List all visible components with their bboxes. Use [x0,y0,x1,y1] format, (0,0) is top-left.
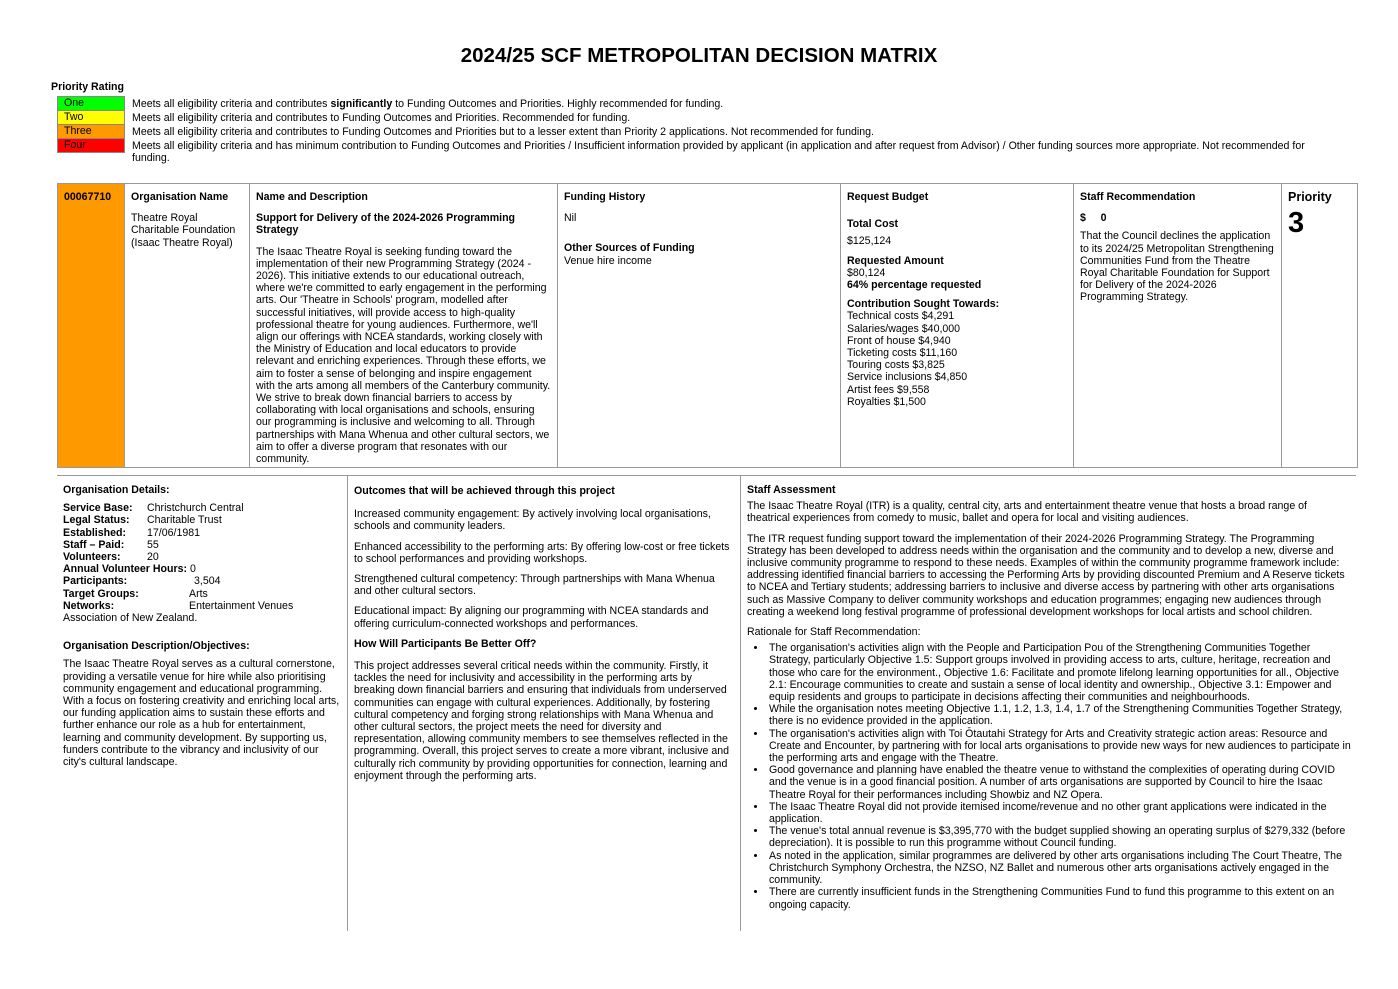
other-sources: Venue hire income [564,254,652,267]
contribution-item: Ticketing costs $11,160 [847,347,958,360]
rationale-item: • Good governance and planning have enabled the theatre venue to withstand the complexities of operating during COVID and the venue is in a good financial position. A number of arts organisations are supported by Council to hire the Isaac Theatre Royal for their performances including Showbiz and NZ Opera. [767,764,1352,801]
funding-history: Nil [564,212,577,225]
detail-volunteers: 20 [147,551,159,564]
priority-description: Meets all eligibility criteria and contributes significantly to Funding Outcomes and Priorities. Highly recommended for funding. [132,98,724,110]
rationale-list [747,642,1352,910]
description-cell [250,184,558,467]
assessment-para: The ITR request funding support toward the implementation of their 2024-2026 Programming Strategy. The Programming Strategy has been developed to address needs within the organisation and the community and to develop a new, diverse and inclusive community programme to respond to these needs. Examples of within the community programme framework include: addressing identified financial barriers to accessing the Performing Arts by providing discounted Premium and A Reserve tickets to NCEA and Tertiary students; addressing barriers to inclusive and diverse access by partnering with other arts organisations such as Massive Company to deliver community workshops and education programmes; engaging new audiences through creating a weekend long festival programme of professional development workshops for local artists and school children. [747,532,1345,618]
rationale-item: • As noted in the application, similar programmes are delivered by other arts organisations including The Court Theatre, The Christchurch Symphony Orchestra, the NZSO, NZ Ballet and numerous other arts organisations actively engaged in the community. [767,850,1352,887]
staff-recommendation-header: Staff Recommendation [1080,191,1196,203]
assessment-section [57,475,1356,931]
rationale-label: Rationale for Staff Recommendation: [747,626,921,639]
priority-row-three [57,125,1307,139]
better-off-text: This project addresses several critical needs within the community. Firstly, it tackles the need for inclusivity and accessibility in the performing arts by breaking down financial barriers and ensuring that individuals from underserved communities can engage with cultural experiences. Additionally, by fostering cultural competency and forging strong relationships with Mana Whenua and other cultural sectors, the project meets the need for diversity and representation, allowing community members to see themselves reflected in the programming. Overall, this project serves to create a more vibrant, inclusive and culturally rich community by providing opportunities for connection, learning and enjoyment through the performing arts. [354,660,730,782]
priority-swatch: Two [57,110,125,125]
total-cost: $125,124 [847,235,892,248]
rationale-item: • The organisation's activities align with the People and Participation Pou of the Strengthening Communities Together Strategy, particularly Objective 1.5: Support groups involved in providing access to arts, culture, heritage, recreation and those who care for the environment., Objective 1.6: Facilitate and promote lifelong learning opportunities for all., Objective 2.1: Encourage communities to create and sustain a sense of local identity and ownership., Objective 3.1: Empower and equip residents and groups to participate in decisions affecting their communities and neighbourhoods. [767,642,1352,703]
contribution-item: Artist fees $9,558 [847,383,930,396]
objectives-text: The Isaac Theatre Royal serves as a cultural cornerstone, providing a versatile venue for hire while also prioritising community engagement and educational programming. With a focus on fostering creativity and enriching local arts, our funding application aims to sustain these efforts and further enhance our role as a hub for entertainment, learning and community development. By supporting us, funders contribute to the vibrancy and inclusivity of our city's cultural landscape. [63,658,340,769]
total-cost-label: Total Cost [847,218,899,231]
outcomes-column [348,476,741,931]
staff-recommended-amount: $ 0 [1080,212,1107,225]
priority-description: Meets all eligibility criteria and contributes to Funding Outcomes and Priorities. Recommended for funding. [132,112,631,124]
outcome-item: Strengthened cultural competency: Through partnerships with Mana Whenua and other cultural sectors. [354,573,715,598]
detail-key: Service Base: [63,502,133,515]
detail-key: Participants: [63,575,128,588]
priority-description: Meets all eligibility criteria and has minimum contribution to Funding Outcomes and Priorities / Insufficient information provided by applicant (in application and after request from Advisor) / Other funding sources more appropriate. Not recommended for funding. [132,140,1305,165]
detail-staff: 55 [147,538,159,551]
contribution-item: Salaries/wages $40,000 [847,322,961,335]
assessment-para: The Isaac Theatre Royal (ITR) is a quality, central city, arts and entertainment theatre venue that hosts a broad range of theatrical experiences from comedy to music, ballet and opera for local and visiting audiences. [747,500,1307,525]
assessment-header: Staff Assessment [747,484,836,496]
organisation-details [57,476,348,931]
outcome-item: Enhanced accessibility to the performing arts: By offering low-cost or free tickets to school performances and providing workshops. [354,540,730,565]
contribution-item: Touring costs $3,825 [847,359,945,372]
detail-key: Staff – Paid: [63,538,125,551]
rationale-item: • There are currently insufficient funds in the Strengthening Communities Fund to fund this programme to this extent on an ongoing capacity. [767,886,1352,910]
rationale-item: • While the organisation notes meeting Objective 1.1, 1.2, 1.3, 1.4, 1.7 of the Strengthening Communities Together Strategy, there is no evidence provided in the application. [767,703,1352,727]
detail-networks: Entertainment Venues Association of New Zealand. [63,599,294,625]
application-id-cell [58,184,125,467]
priority-row-two [57,111,1307,125]
application-row [57,183,1358,468]
priority-row-four [57,139,1307,164]
priority-swatch: Three [57,124,125,139]
outcomes-header: Outcomes that will be achieved through this project [354,485,615,497]
requested-amount: $80,124 [847,266,886,279]
contribution-label: Contribution Sought Towards: [847,298,1000,311]
outcome-item: Educational impact: By aligning our programming with NCEA standards and offering curriculum-connected workshops and performances. [354,605,709,630]
budget-cell [841,184,1074,467]
rationale-item: • The organisation's activities align with Toi Ōtautahi Strategy for Arts and Creativity strategic action areas: Resource and Create and Encounter, by partnering with for local arts organisations to provide new ways for new audiences to participate in the performing arts and engage with the Theatre. [767,728,1352,765]
priority-description: Meets all eligibility criteria and contributes to Funding Outcomes and Priorities but to a lesser extent than Priority 2 applications. Not recommended for funding. [132,126,874,138]
detail-service-base: Christchurch Central [147,502,244,515]
contribution-item: Technical costs $4,291 [847,310,955,323]
budget-header: Request Budget [847,191,929,203]
priority-legend [57,97,1307,164]
contribution-item: Front of house $4,940 [847,334,951,347]
detail-legal-status: Charitable Trust [147,514,222,527]
requested-label: Requested Amount [847,254,944,267]
description-header: Name and Description [256,191,368,203]
staff-assessment [741,476,1356,931]
priority-cell [1282,184,1357,467]
details-header: Organisation Details: [63,484,170,496]
priority-rating-label: Priority Rating [51,81,124,93]
rationale-item: • The Isaac Theatre Royal did not provide itemised income/revenue and no other grant applications were indicated in the application. [767,801,1352,825]
funding-cell [558,184,841,467]
priority-swatch: One [57,96,125,111]
detail-established: 17/06/1981 [147,526,201,539]
detail-key: Target Groups: [63,587,139,600]
organisation-header: Organisation Name [131,191,229,203]
organisation-cell [125,184,250,467]
percent-requested: 64% percentage requested [847,279,982,292]
funding-header: Funding History [564,191,646,203]
detail-key: Volunteers: [63,551,121,564]
detail-key: Established: [63,526,126,539]
priority-header: Priority [1288,190,1332,204]
priority-row-one [57,97,1307,111]
detail-target-groups: Arts [189,587,208,600]
priority-value: 3 [1288,207,1305,240]
application-id: 00067710 [64,191,112,203]
priority-swatch: Four [57,138,125,153]
staff-recommendation-text: That the Council declines the application to its 2024/25 Metropolitan Strengthening Communities Fund from the Theatre Royal Charitable Foundation for Support for Delivery of the 2024-2026 Programming Strategy. [1080,230,1274,304]
detail-participants: 3,504 [194,575,221,588]
other-sources-label: Other Sources of Funding [564,242,695,255]
detail-key: Networks: [63,599,115,612]
detail-key: Annual Volunteer Hours: [63,563,187,576]
outcome-item: Increased community engagement: By actively involving local organisations, schools and community leaders. [354,508,711,533]
objectives-header: Organisation Description/Objectives: [63,640,250,653]
contribution-item: Royalties $1,500 [847,395,926,408]
detail-volunteer-hours: 0 [189,563,196,576]
organisation-name: Theatre Royal Charitable Foundation (Isaac Theatre Royal) [131,212,236,249]
staff-recommendation-cell [1074,184,1282,467]
project-title: Support for Delivery of the 2024-2026 Programming Strategy [256,212,516,237]
project-description: The Isaac Theatre Royal is seeking funding toward the implementation of their new Programming Strategy (2024 - 2026). This initiative extends to our educational outreach, where we're committed to early engagement in the performing arts. Our 'Theatre in Schools' program, modelled after successful initiatives, will provide access to high-quality professional theatre for young audiences. Furthermore, we'll align our offerings with NCEA standards, working closely with the Ministry of Education and local educators to provide relevant and enriching experiences. Through these efforts, we aim to foster a sense of belonging and inspire engagement with the arts among all members of the Canterbury community. We strive to break down financial barriers to access by collaborating with local organisations and schools, ensuring our programming is inclusive and welcoming to all. Through partnerships with Mana Whenua and other cultural sectors, we aim to offer a diverse program that resonates with our community. [256,245,551,466]
rationale-item: • The venue's total annual revenue is $3,395,770 with the budget supplied showing an operating surplus of $279,332 (before depreciation). It is possible to run this programme without Council funding. [767,825,1352,849]
contribution-item: Service inclusions $4,850 [847,371,968,384]
page-title: 2024/25 SCF METROPOLITAN DECISION MATRIX [460,44,938,67]
detail-key: Legal Status: [63,514,130,527]
better-off-header: How Will Participants Be Better Off? [354,637,537,650]
